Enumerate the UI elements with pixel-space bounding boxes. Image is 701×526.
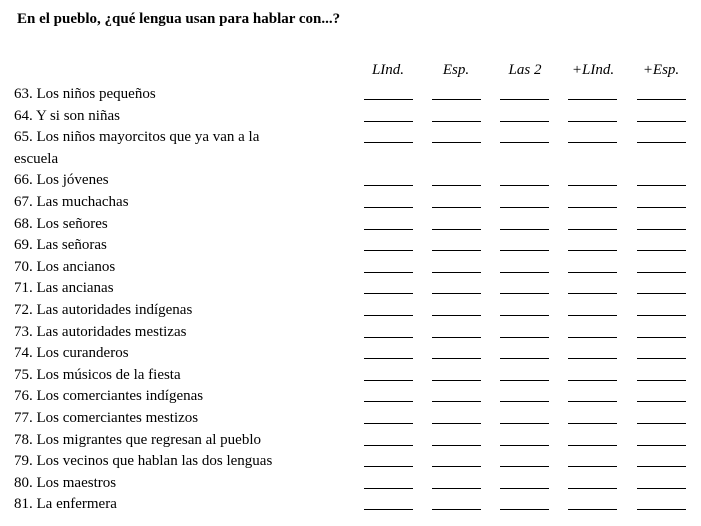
answer-blank[interactable] <box>568 445 617 446</box>
answer-blank[interactable] <box>568 293 617 294</box>
column-header-4: +LInd. <box>571 62 615 78</box>
answer-blank[interactable] <box>568 423 617 424</box>
answer-blank[interactable] <box>364 250 413 251</box>
answer-blank[interactable] <box>432 250 481 251</box>
answer-blank[interactable] <box>637 445 686 446</box>
answer-blank[interactable] <box>637 121 686 122</box>
question-line: 74. Los curanderos <box>14 345 129 362</box>
answer-blank[interactable] <box>568 315 617 316</box>
answer-blank[interactable] <box>568 272 617 273</box>
answer-blank[interactable] <box>364 315 413 316</box>
answer-blank[interactable] <box>364 272 413 273</box>
answer-blank[interactable] <box>568 401 617 402</box>
column-header-2: Esp. <box>442 62 470 78</box>
answer-blank[interactable] <box>432 401 481 402</box>
answer-blank[interactable] <box>432 315 481 316</box>
question-line: 81. La enfermera <box>14 496 117 513</box>
answer-blank[interactable] <box>432 358 481 359</box>
answer-blank[interactable] <box>568 207 617 208</box>
answer-blank[interactable] <box>500 488 549 489</box>
column-header-3: Las 2 <box>508 62 542 78</box>
answer-blank[interactable] <box>568 142 617 143</box>
answer-blank[interactable] <box>364 466 413 467</box>
answer-blank[interactable] <box>637 337 686 338</box>
answer-blank[interactable] <box>364 358 413 359</box>
answer-blank[interactable] <box>364 207 413 208</box>
answer-blank[interactable] <box>500 466 549 467</box>
answer-blank[interactable] <box>637 401 686 402</box>
answer-blank[interactable] <box>568 358 617 359</box>
answer-blank[interactable] <box>500 358 549 359</box>
answer-blank[interactable] <box>637 99 686 100</box>
answer-blank[interactable] <box>500 250 549 251</box>
question-line: 72. Las autoridades indígenas <box>14 302 193 318</box>
answer-blank[interactable] <box>568 488 617 489</box>
answer-blank[interactable] <box>500 337 549 338</box>
answer-blank[interactable] <box>500 509 549 510</box>
answer-blank[interactable] <box>568 99 617 100</box>
answer-blank[interactable] <box>364 185 413 186</box>
question-line: 76. Los comerciantes indígenas <box>14 388 204 405</box>
answer-blank[interactable] <box>568 185 617 186</box>
answer-blank[interactable] <box>432 466 481 467</box>
answer-blank[interactable] <box>364 99 413 100</box>
answer-blank[interactable] <box>568 229 617 230</box>
answer-blank[interactable] <box>432 488 481 489</box>
answer-blank[interactable] <box>364 337 413 338</box>
question-line: 77. Los comerciantes mestizos <box>14 410 199 426</box>
answer-blank[interactable] <box>364 401 413 402</box>
answer-blank[interactable] <box>432 207 481 208</box>
answer-blank[interactable] <box>637 423 686 424</box>
answer-blank[interactable] <box>432 509 481 510</box>
question-line: 67. Las muchachas <box>14 194 129 210</box>
answer-blank[interactable] <box>432 445 481 446</box>
answer-blank[interactable] <box>500 293 549 294</box>
answer-blank[interactable] <box>432 380 481 381</box>
answer-blank[interactable] <box>637 293 686 294</box>
answer-blank[interactable] <box>364 380 413 381</box>
answer-blank[interactable] <box>364 121 413 122</box>
answer-blank[interactable] <box>568 250 617 251</box>
answer-blank[interactable] <box>500 423 549 424</box>
answer-blank[interactable] <box>568 121 617 122</box>
answer-blank[interactable] <box>500 207 549 208</box>
survey-title: En el pueblo, ¿qué lengua usan para hablar con...? <box>17 11 341 27</box>
answer-blank[interactable] <box>432 121 481 122</box>
answer-blank[interactable] <box>364 423 413 424</box>
answer-blank[interactable] <box>637 185 686 186</box>
answer-blank[interactable] <box>500 272 549 273</box>
answer-blank[interactable] <box>432 337 481 338</box>
answer-blank[interactable] <box>364 488 413 489</box>
question-line: 64. Y si son niñas <box>14 107 120 124</box>
question-line: 71. Las ancianas <box>14 280 114 297</box>
question-line: escuela <box>14 150 59 167</box>
question-line: 70. Los ancianos <box>14 258 116 275</box>
answer-blank[interactable] <box>432 142 481 143</box>
answer-blank[interactable] <box>637 509 686 510</box>
question-line: 65. Los niños mayorcitos que ya van a la <box>14 129 260 146</box>
answer-blank[interactable] <box>637 466 686 467</box>
answer-blank[interactable] <box>500 380 549 381</box>
question-line: 68. Los señores <box>14 215 108 232</box>
answer-blank[interactable] <box>568 509 617 510</box>
question-line: 66. Los jóvenes <box>14 172 109 189</box>
answer-blank[interactable] <box>637 142 686 143</box>
answer-blank[interactable] <box>568 466 617 467</box>
answer-blank[interactable] <box>432 185 481 186</box>
answer-blank[interactable] <box>432 293 481 294</box>
column-header-5: +Esp. <box>642 62 680 78</box>
answer-blank[interactable] <box>364 229 413 230</box>
answer-blank[interactable] <box>432 423 481 424</box>
answer-blank[interactable] <box>637 229 686 230</box>
answer-blank[interactable] <box>637 272 686 273</box>
answer-blank[interactable] <box>500 185 549 186</box>
answer-blank[interactable] <box>432 229 481 230</box>
question-line: 79. Los vecinos que hablan las dos lenguas <box>14 453 273 470</box>
question-line: 63. Los niños pequeños <box>14 86 156 102</box>
question-line: 78. Los migrantes que regresan al pueblo <box>14 431 262 448</box>
answer-blank[interactable] <box>500 401 549 402</box>
question-line: 69. Las señoras <box>14 237 107 254</box>
answer-blank[interactable] <box>500 315 549 316</box>
question-line: 75. Los músicos de la fiesta <box>14 366 181 383</box>
answer-blank[interactable] <box>637 207 686 208</box>
answer-blank[interactable] <box>637 488 686 489</box>
answer-blank[interactable] <box>568 380 617 381</box>
answer-blank[interactable] <box>500 229 549 230</box>
answer-blank[interactable] <box>364 509 413 510</box>
question-line: 80. Los maestros <box>14 474 117 491</box>
answer-blank[interactable] <box>500 99 549 100</box>
answer-blank[interactable] <box>637 358 686 359</box>
answer-blank[interactable] <box>500 142 549 143</box>
question-line: 73. Las autoridades mestizas <box>14 323 187 340</box>
answer-blank[interactable] <box>568 337 617 338</box>
column-header-1: LInd. <box>371 62 405 78</box>
answer-blank[interactable] <box>432 272 481 273</box>
answer-blank[interactable] <box>637 380 686 381</box>
answer-blank[interactable] <box>500 121 549 122</box>
answer-blank[interactable] <box>500 445 549 446</box>
answer-blank[interactable] <box>364 293 413 294</box>
answer-blank[interactable] <box>364 142 413 143</box>
answer-blank[interactable] <box>637 315 686 316</box>
answer-blank[interactable] <box>432 99 481 100</box>
answer-blank[interactable] <box>637 250 686 251</box>
answer-blank[interactable] <box>364 445 413 446</box>
